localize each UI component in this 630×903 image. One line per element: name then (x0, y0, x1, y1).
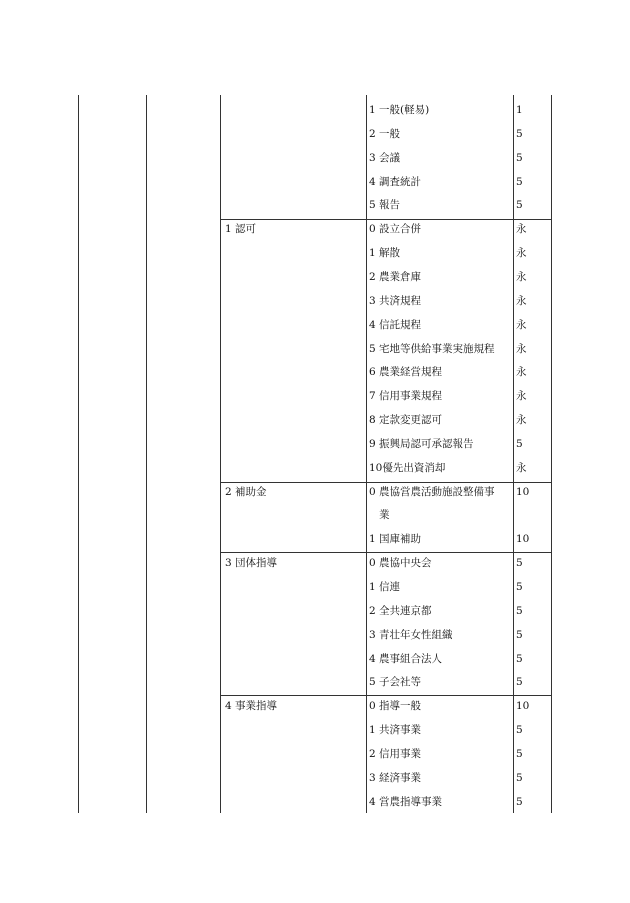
retention-period: 10 (516, 533, 530, 546)
retention-period: 5 (516, 437, 523, 450)
item-label-continuation: 業 (379, 509, 390, 522)
item-label: 3 会議 (369, 151, 401, 164)
retention-period: 1 (516, 104, 523, 116)
column-divider (220, 95, 221, 813)
item-label: 8 定款変更認可 (369, 414, 443, 427)
group-divider (220, 552, 552, 553)
retention-period: 永 (516, 366, 527, 379)
group-divider (220, 219, 552, 220)
retention-period: 5 (516, 676, 523, 689)
retention-period: 5 (516, 557, 523, 570)
item-label: 2 一般 (369, 127, 401, 140)
item-label: 5 報告 (369, 199, 401, 212)
item-label: 4 信託規程 (369, 318, 422, 331)
group-divider (220, 482, 552, 483)
group-label: 1 認可 (225, 223, 257, 236)
item-label: 2 全共連京都 (369, 604, 432, 617)
group-label: 2 補助金 (225, 485, 267, 498)
retention-period: 5 (516, 151, 523, 164)
group-divider (220, 695, 552, 696)
item-label: 1 国庫補助 (369, 533, 422, 546)
item-label: 1 信連 (369, 581, 401, 593)
retention-period: 5 (516, 771, 523, 784)
retention-period: 永 (516, 270, 527, 283)
item-label: 3 経済事業 (369, 771, 422, 784)
item-label: 3 共済規程 (369, 294, 422, 307)
item-label: 4 農事組合法人 (369, 652, 443, 665)
item-label: 0 指導一般 (369, 700, 422, 713)
item-label: 1 共済事業 (369, 724, 422, 737)
item-label: 4 営農指導事業 (369, 795, 443, 808)
column-divider (78, 95, 79, 813)
column-divider (551, 95, 552, 813)
retention-period: 5 (516, 795, 523, 808)
retention-period: 永 (516, 294, 527, 307)
item-label: 5 子会社等 (369, 676, 422, 689)
retention-period: 永 (516, 461, 527, 474)
retention-period: 10 (516, 700, 530, 713)
item-label: 7 信用事業規程 (369, 390, 443, 403)
item-label: 10優先出資消却 (369, 461, 446, 474)
item-label: 2 農業倉庫 (369, 270, 422, 283)
item-label: 4 調査統計 (369, 175, 422, 188)
retention-period: 5 (516, 581, 523, 593)
retention-period: 永 (516, 342, 527, 355)
item-label: 2 信用事業 (369, 747, 422, 760)
item-label: 0 農協営農活動施設整備事 (369, 485, 495, 498)
item-label: 0 農協中央会 (369, 557, 432, 570)
item-label: 6 農業経営規程 (369, 366, 443, 379)
retention-period: 5 (516, 628, 523, 641)
retention-period: 5 (516, 127, 523, 140)
retention-period: 5 (516, 199, 523, 212)
retention-period: 5 (516, 724, 523, 737)
group-label: 3 団体指導 (225, 557, 278, 570)
item-label: 0 設立合併 (369, 223, 422, 236)
retention-period: 永 (516, 414, 527, 427)
item-label: 9 振興局認可承認報告 (369, 437, 474, 450)
item-label: 1 一般(軽易) (369, 104, 430, 116)
item-label: 3 青壮年女性組織 (369, 628, 453, 641)
retention-period: 永 (516, 318, 527, 331)
item-label: 1 解散 (369, 247, 401, 260)
group-label: 4 事業指導 (225, 700, 278, 713)
retention-period: 5 (516, 747, 523, 760)
retention-period: 5 (516, 175, 523, 188)
retention-period: 永 (516, 223, 527, 236)
retention-period: 永 (516, 247, 527, 260)
column-divider (513, 95, 514, 813)
retention-period: 永 (516, 390, 527, 403)
column-divider (146, 95, 147, 813)
item-label: 5 宅地等供給事業実施規程 (369, 342, 495, 355)
retention-period: 5 (516, 652, 523, 665)
column-divider (366, 95, 367, 813)
retention-period: 10 (516, 485, 530, 498)
retention-period: 5 (516, 604, 523, 617)
